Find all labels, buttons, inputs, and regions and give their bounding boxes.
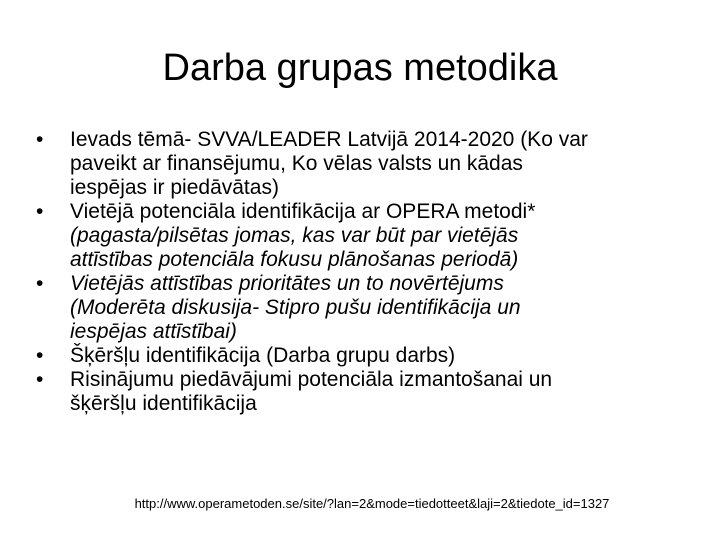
slide-title: Darba grupas metodika bbox=[162, 47, 558, 89]
bullet-icon: • bbox=[36, 128, 44, 151]
bullet-item bbox=[36, 200, 686, 272]
bullet-line: iespējas attīstībai) bbox=[70, 320, 237, 343]
bullet-line: Risinājumu piedāvājumi potenciāla izmantošanai un bbox=[70, 368, 553, 391]
bullet-line: šķēršļu identifikācija bbox=[70, 392, 257, 415]
bullet-line: iespējas ir piedāvātas) bbox=[70, 176, 279, 199]
bullet-icon: • bbox=[36, 368, 44, 391]
bullet-item bbox=[36, 344, 686, 368]
bullet-icon: • bbox=[36, 272, 44, 295]
bullet-icon: • bbox=[36, 344, 44, 367]
bullet-item bbox=[36, 272, 686, 344]
bullet-icon: • bbox=[36, 200, 44, 223]
bullet-line: attīstības potenciāla fokusu plānošanas periodā) bbox=[70, 248, 519, 271]
bullet-item bbox=[36, 128, 686, 200]
bullet-item bbox=[36, 368, 686, 416]
bullet-line: (pagasta/pilsētas jomas, kas var būt par vietējās bbox=[70, 224, 519, 247]
bullet-line: (Moderēta diskusija- Stipro pušu identifikācija un bbox=[70, 296, 521, 319]
bullet-line: Ievads tēmā- SVVA/LEADER Latvijā 2014-2020 (Ko var bbox=[70, 128, 588, 151]
bullet-list bbox=[36, 128, 686, 416]
bullet-line: Vietējās attīstības prioritātes un to novērtējums bbox=[70, 272, 504, 295]
bullet-line: Vietējā potenciāla identifikācija ar OPERA metodi* bbox=[70, 200, 536, 223]
bullet-line: paveikt ar finansējumu, Ko vēlas valsts un kādas bbox=[70, 152, 523, 175]
reference-link[interactable]: http://www.operametoden.se/site/?lan=2&mode=tiedotteet&laji=2&tiedote_id=1327 bbox=[134, 496, 610, 511]
bullet-line: Šķēršļu identifikācija (Darba grupu darbs) bbox=[70, 344, 456, 367]
